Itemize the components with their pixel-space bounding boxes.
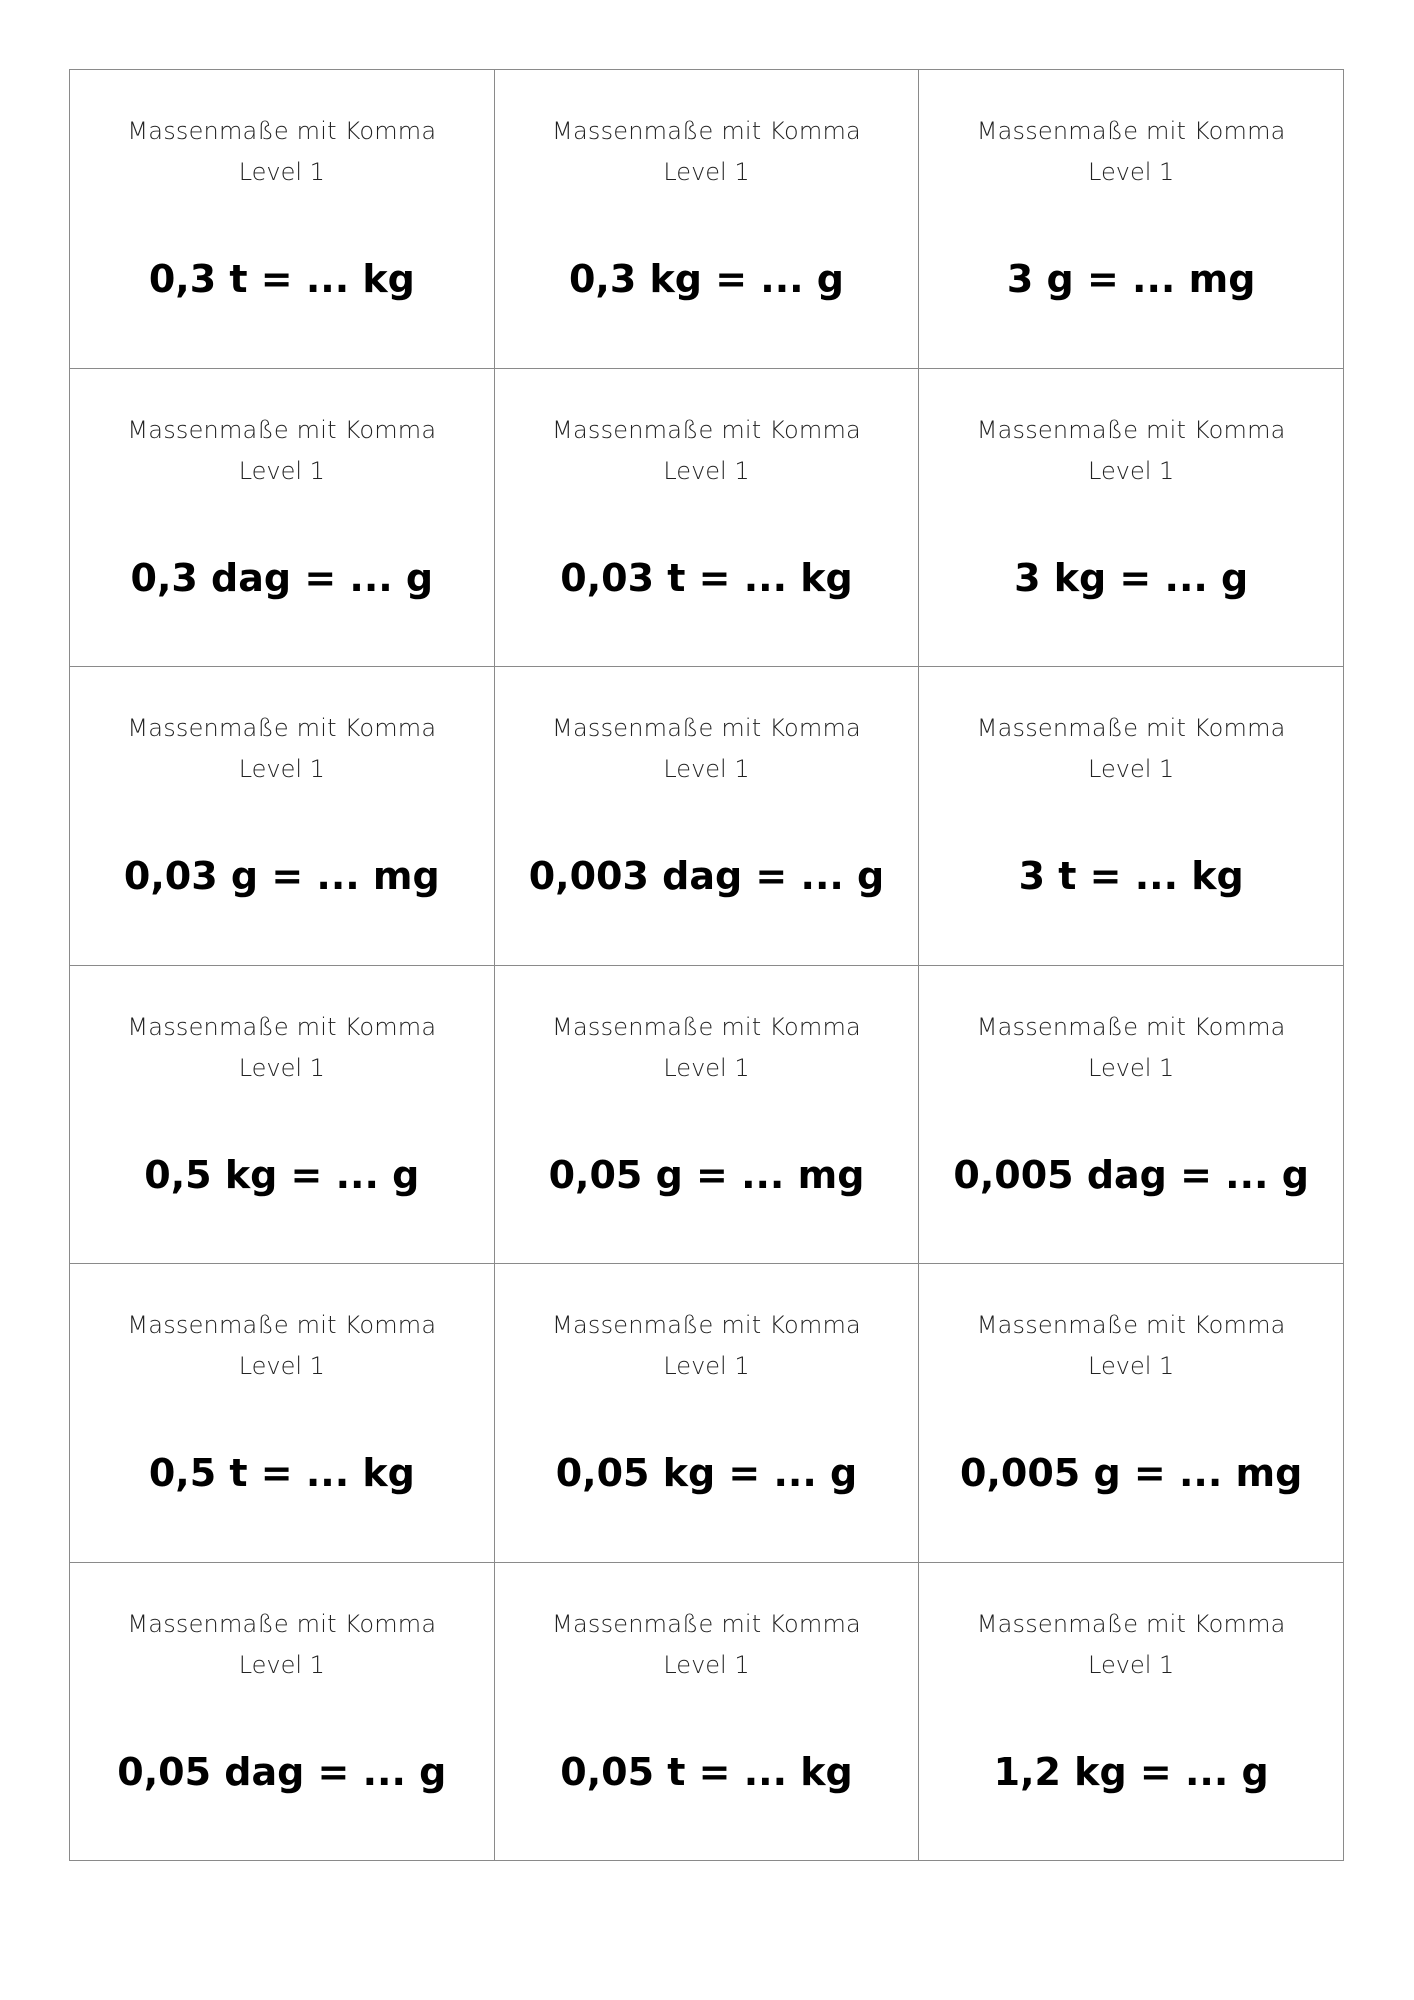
task-card [919,667,1344,966]
card-topic: Massenmaße mit Komma [552,415,861,444]
card-level: Level 1 [1088,158,1175,186]
card-level: Level 1 [238,158,325,186]
card-level: Level 1 [1088,755,1175,783]
card-task: 3 g = ... mg [1006,257,1256,301]
card-level: Level 1 [663,755,750,783]
task-card [919,1264,1344,1563]
card-topic: Massenmaße mit Komma [552,1609,861,1638]
card-level: Level 1 [238,456,325,485]
card-level: Level 1 [238,1053,325,1082]
card-task: 0,03 t = ... kg [560,555,853,600]
card-topic: Massenmaße mit Komma [127,1609,437,1638]
task-card [70,966,495,1265]
card-level: Level 1 [238,1352,325,1380]
card-topic: Massenmaße mit Komma [976,1609,1286,1638]
task-card [70,1563,495,1862]
card-topic: Massenmaße mit Komma [127,1012,437,1041]
card-task: 0,3 kg = ... g [568,257,845,301]
card-task: 0,5 t = ... kg [148,1451,415,1495]
card-topic: Massenmaße mit Komma [552,1311,861,1339]
task-card [919,70,1344,369]
card-level: Level 1 [663,1650,750,1679]
card-task: 0,003 dag = ... g [528,854,885,898]
card-topic: Massenmaße mit Komma [976,1311,1286,1339]
card-task: 0,005 dag = ... g [953,1152,1309,1197]
card-topic: Massenmaße mit Komma [127,1311,437,1339]
card-level: Level 1 [1088,1053,1175,1082]
card-task: 0,3 dag = ... g [130,555,434,600]
card-topic: Massenmaße mit Komma [976,1012,1286,1041]
card-task: 3 kg = ... g [1014,555,1249,600]
task-card [495,667,920,966]
card-task: 0,05 dag = ... g [117,1749,447,1794]
task-card [70,369,495,668]
card-topic: Massenmaße mit Komma [552,1012,861,1041]
card-task: 0,03 g = ... mg [123,854,440,898]
task-card [919,966,1344,1265]
card-topic: Massenmaße mit Komma [127,714,437,742]
card-task: 0,5 kg = ... g [144,1152,420,1197]
card-topic: Massenmaße mit Komma [976,415,1286,444]
card-level: Level 1 [1088,1352,1175,1380]
card-topic: Massenmaße mit Komma [552,714,861,742]
card-task: 0,05 kg = ... g [555,1451,858,1495]
card-task: 1,2 kg = ... g [993,1749,1269,1794]
task-card [495,70,920,369]
card-task: 3 t = ... kg [1018,854,1244,898]
card-topic: Massenmaße mit Komma [552,117,861,145]
task-card [495,1563,920,1862]
card-task: 0,05 g = ... mg [548,1152,865,1197]
task-card-grid [69,69,1344,1861]
card-level: Level 1 [663,1352,750,1380]
task-card [495,369,920,668]
card-topic: Massenmaße mit Komma [127,415,437,444]
card-topic: Massenmaße mit Komma [127,117,437,145]
task-card [70,1264,495,1563]
card-task: 0,05 t = ... kg [560,1749,853,1794]
card-topic: Massenmaße mit Komma [976,714,1286,742]
card-level: Level 1 [238,1650,325,1679]
card-level: Level 1 [663,456,750,485]
card-level: Level 1 [663,1053,750,1082]
card-level: Level 1 [238,755,325,783]
card-task: 0,3 t = ... kg [148,257,415,301]
task-card [70,70,495,369]
task-card [495,966,920,1265]
card-level: Level 1 [1088,456,1175,485]
task-card [70,667,495,966]
card-level: Level 1 [1088,1650,1175,1679]
task-card [919,369,1344,668]
card-task: 0,005 g = ... mg [960,1451,1303,1495]
task-card [495,1264,920,1563]
card-level: Level 1 [663,158,750,186]
task-card [919,1563,1344,1862]
card-topic: Massenmaße mit Komma [976,117,1286,145]
